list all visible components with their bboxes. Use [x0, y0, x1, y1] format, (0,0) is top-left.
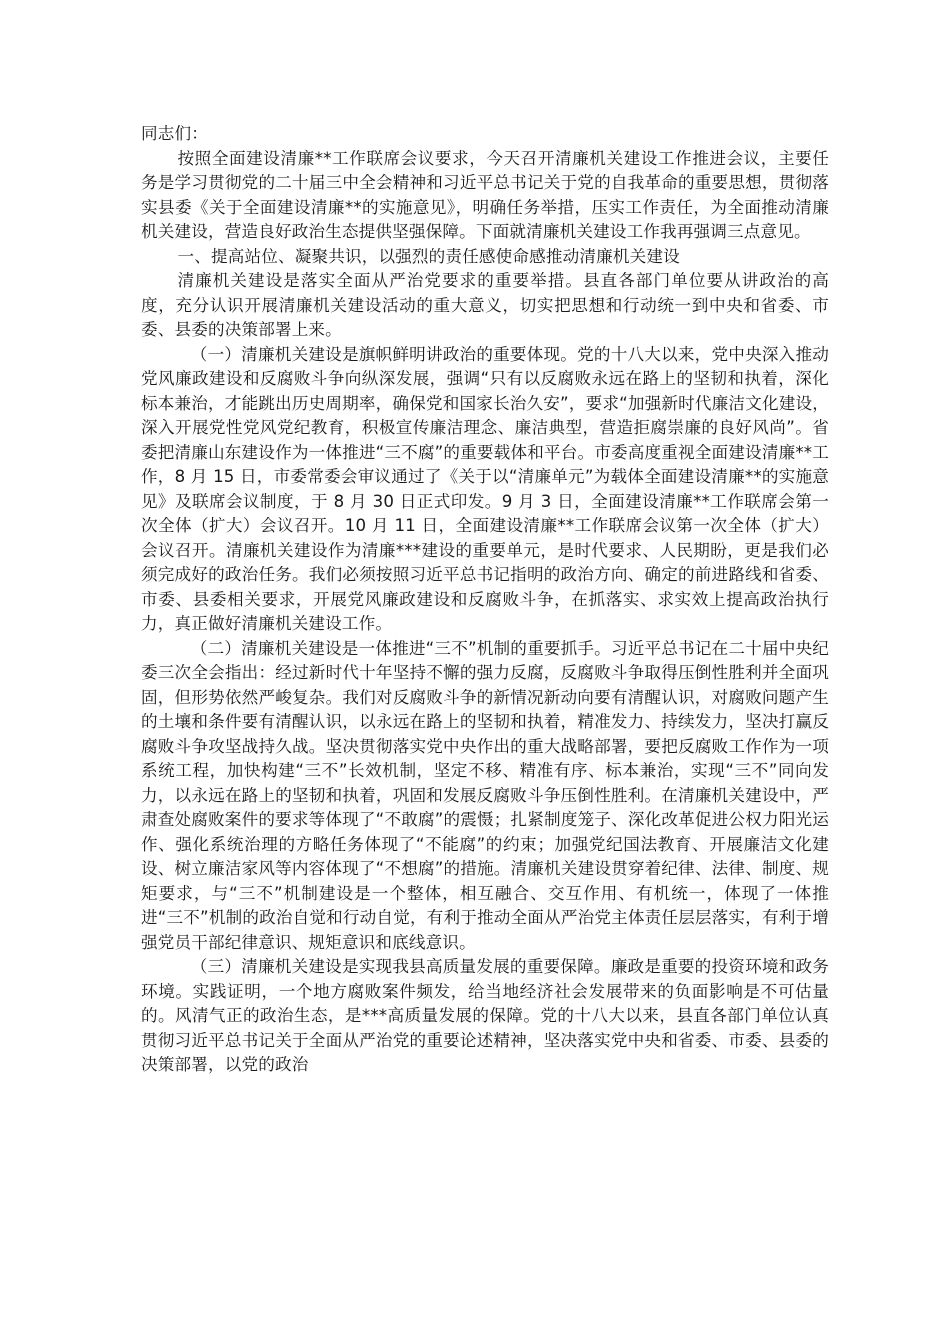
section-1-paragraph: 清廉机关建设是落实全面从严治党要求的重要举措。县直各部门单位要从讲政治的高度，充分认识开展清廉机关建设活动的重大意义，切实把思想和行动统一到中央和省委、市委、县委的决策部署上来。 [141, 271, 829, 339]
intro-paragraph: 按照全面建设清廉**工作联席会议要求，今天召开清廉机关建设工作推进会议，主要任务是学习贯彻党的二十届三中全会精神和习近平总书记关于党的自我革命的重要思想，贯彻落实县委《关于全面建设清廉**的实施意见》，明确任务举措，压实工作责任，为全面推动清廉机关建设，营造良好政治生态提供坚强保障。下面就清廉机关建设工作我再强调三点意见。 [141, 148, 829, 241]
subsection-2-paragraph: （二）清廉机关建设是一体推进“三不”机制的重要抓手。习近平总书记在二十届中央纪委三次全会指出：经过新时代十年坚持不懈的强力反腐，反腐败斗争取得压倒性胜利并全面巩固，但形势依然严峻复杂。我们对反腐败斗争的新情况新动向要有清醒认识，对腐败问题产生的土壤和条件要有清醒认识，以永远在路上的坚韧和执着，精准发力、持续发力，坚决打赢反腐败斗争攻坚战持久战。坚决贯彻落实党中央作出的重大战略部署，要把反腐败工作作为一项系统工程，加快构建“三不”长效机制，坚定不移、精准有序、标本兼治，实现“三不”同向发力，以永远在路上的坚韧和执着，巩固和发展反腐败斗争压倒性胜利。在清廉机关建设中，严肃查处腐败案件的要求等体现了“不敢腐”的震慑；扎紧制度笼子、深化改革促进公权力阳光运作、强化系统治理的方略任务体现了“不能腐”的约束；加强党纪国法教育、开展廉洁文化建设、树立廉洁家风等内容体现了“不想腐”的措施。清廉机关建设贯穿着纪律、法律、制度、规矩要求，与“三不”机制建设是一个整体，相互融合、交互作用、有机统一，体现了一体推进“三不”机制的政治自觉和行动自觉，有利于推动全面从严治党主体责任层层落实，有利于增强党员干部纪律意识、规矩意识和底线意识。 [141, 638, 829, 952]
document-page [141, 122, 829, 1078]
section-heading-1: 一、提高站位、凝聚共识，以强烈的责任感使命感推动清廉机关建设 [177, 246, 680, 266]
subsection-1-paragraph: （一）清廉机关建设是旗帜鲜明讲政治的重要体现。党的十八大以来，党中央深入推动党风廉政建设和反腐败斗争向纵深发展，强调“只有以反腐败永远在路上的坚韧和执着，深化标本兼治，才能跳出历史周期率，确保党和国家长治久安”，要求“加强新时代廉洁文化建设，深入开展党性党风党纪教育，积极宣传廉洁理念、廉洁典型，营造拒腐崇廉的良好风尚”。省委把清廉山东建设作为一体推进“三不腐”的重要载体和平台。市委高度重视全面建设清廉**工作，8 月 15 日，市委常委会审议通过了《关于以“清廉单元”为载体全面建设清廉**的实施意见》及联席会议制度，于 8 月 30 日正式印发。9 月 3 日，全面建设清廉**工作联席会第一次全体（扩大）会议召开。10 月 11 日，全面建设清廉**工作联席会议第一次全体（扩大）会议召开。清廉机关建设作为清廉***建设的重要单元，是时代要求、人民期盼，更是我们必须完成好的政治任务。我们必须按照习近平总书记指明的政治方向、确定的前进路线和省委、市委、县委相关要求，开展党风廉政建设和反腐败斗争，在抓落实、求实效上提高政治执行力，真正做好清廉机关建设工作。 [141, 344, 829, 633]
salutation: 同志们： [141, 124, 208, 143]
subsection-3-paragraph: （三）清廉机关建设是实现我县高质量发展的重要保障。廉政是重要的投资环境和政务环境。实践证明，一个地方腐败案件频发，给当地经济社会发展带来的负面影响是不可估量的。风清气正的政治生态，是***高质量发展的保障。党的十八大以来，县直各部门单位认真贯彻习近平总书记关于全面从严治党的重要论述精神，坚决落实党中央和省委、市委、县委的决策部署，以党的政治 [141, 957, 829, 1074]
